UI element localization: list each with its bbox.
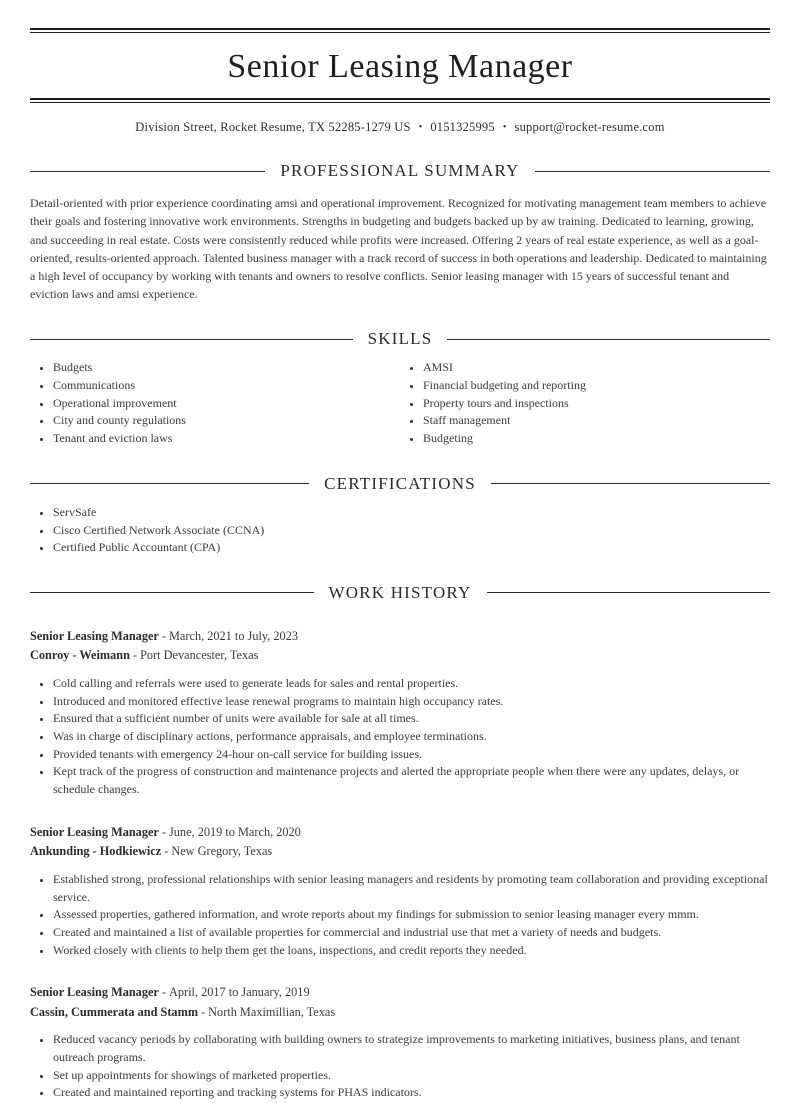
job-title: Senior Leasing Manager bbox=[30, 628, 159, 643]
contact-line bbox=[30, 120, 770, 135]
job-company-line bbox=[30, 646, 770, 666]
section-heading-summary bbox=[30, 161, 770, 181]
job-company-line bbox=[30, 1003, 770, 1023]
job-bullet: • Was in charge of disciplinary actions, performance appraisals, and employee terminations. bbox=[52, 728, 770, 746]
job-bullet-list bbox=[30, 675, 770, 799]
job-company: Conroy - Weimann bbox=[30, 648, 130, 663]
certification-item: • ServSafe bbox=[52, 504, 770, 522]
skills-list-right bbox=[400, 359, 770, 448]
section-heading-work-history bbox=[30, 583, 770, 603]
job-bullet: • Provided tenants with emergency 24-hour on-call service for building issues. bbox=[52, 746, 770, 764]
job-separator: - bbox=[164, 844, 169, 859]
job-separator: - bbox=[132, 648, 138, 663]
header-bottom-rule bbox=[30, 98, 770, 103]
job-bullet: • Kept track of the progress of construction and maintenance projects and alerted the appropriate people when there were any updates, delays, or schedule changes. bbox=[52, 763, 770, 798]
job-bullet: • Reduced vacancy periods by collaborating with building owners to strategize improvements to marketing initiatives, business plans, and tenant outreach programs. bbox=[52, 1031, 770, 1066]
skill-item: • AMSI bbox=[422, 359, 770, 377]
job-company-line bbox=[30, 842, 770, 862]
work-history-heading-text: WORK HISTORY bbox=[328, 582, 472, 602]
job-bullet: • Set up appointments for showings of marketed properties. bbox=[52, 1067, 770, 1085]
skill-item: • Financial budgeting and reporting bbox=[422, 377, 770, 395]
job-title-line bbox=[30, 983, 770, 1003]
summary-paragraph: Detail-oriented with prior experience coordinating amsi and operational improvement. Recognized for motivating management team members to achieve their goals and fostering innovative work environments. Strengths in budgeting and budgets backed up by aw training. Dedicated to learning, growing, and succeeding in real estate. Costs were consistently reduced while profits were increased. Offering 2 years of real estate experience, as well as a goal-oriented, results-oriented approach. Talented business manager with a track record of success in both operations and leadership. Dedicated to maintaining a high level of occupancy by working with tenants and owners to resolve conflicts. Senior leasing manager with 15 years of successful tenant and eviction laws and amsi experience. bbox=[30, 196, 767, 302]
skill-item: • Tenant and eviction laws bbox=[52, 430, 400, 448]
section-heading-certifications bbox=[30, 474, 770, 494]
summary-heading-text: PROFESSIONAL SUMMARY bbox=[280, 161, 520, 181]
skill-item: • Operational improvement bbox=[52, 395, 400, 413]
certification-item: • Certified Public Accountant (CPA) bbox=[52, 539, 770, 557]
job-bullet: • Created and maintained a list of available properties for commercial and industrial use that met a variety of needs and budgets. bbox=[52, 924, 770, 942]
skill-item: • Property tours and inspections bbox=[422, 395, 770, 413]
skill-item: • Staff management bbox=[422, 412, 770, 430]
job-title-line bbox=[30, 627, 770, 647]
header-top-rule bbox=[30, 28, 770, 33]
job-bullet-list bbox=[30, 871, 770, 960]
job-separator: - bbox=[161, 824, 166, 839]
page-title: Senior Leasing Manager bbox=[227, 48, 573, 85]
skill-item: • Budgets bbox=[52, 359, 400, 377]
job-bullet: • Established strong, professional relationships with senior leasing managers and residents by promoting team collaboration and providing exceptional service. bbox=[52, 871, 770, 906]
contact-separator-icon: • bbox=[502, 122, 507, 134]
contact-email: support@rocket-resume.com bbox=[514, 120, 665, 135]
skills-list-left bbox=[30, 359, 400, 448]
skill-item: • City and county regulations bbox=[52, 412, 400, 430]
job-separator: - bbox=[161, 628, 166, 643]
section-heading-skills bbox=[30, 329, 770, 349]
job-location: Port Devancester, Texas bbox=[140, 648, 259, 663]
job-title: Senior Leasing Manager bbox=[30, 824, 159, 839]
certification-item: • Cisco Certified Network Associate (CCNA) bbox=[52, 522, 770, 540]
skills-heading-text: SKILLS bbox=[367, 329, 433, 349]
job-bullet-list bbox=[30, 1031, 770, 1102]
job-company: Ankunding - Hodkiewicz bbox=[30, 844, 162, 859]
skill-item: • Communications bbox=[52, 377, 400, 395]
contact-address: Division Street, Rocket Resume, TX 52285-1279 US bbox=[135, 120, 411, 135]
contact-phone: 0151325995 bbox=[430, 120, 495, 135]
contact-separator-icon: • bbox=[418, 122, 423, 134]
job-location: North Maximillian, Texas bbox=[208, 1004, 336, 1019]
job-entry bbox=[30, 627, 770, 799]
job-title: Senior Leasing Manager bbox=[30, 985, 159, 1000]
job-dates: April, 2017 to January, 2019 bbox=[169, 985, 310, 1000]
certifications-list bbox=[30, 504, 770, 557]
skills-column-right bbox=[400, 349, 770, 448]
job-entry bbox=[30, 983, 770, 1102]
job-location: New Gregory, Texas bbox=[171, 844, 273, 859]
job-bullet: • Created and maintained reporting and tracking systems for PHAS indicators. bbox=[52, 1084, 770, 1102]
certifications-heading-text: CERTIFICATIONS bbox=[324, 473, 476, 493]
job-dates: June, 2019 to March, 2020 bbox=[169, 824, 301, 839]
job-bullet: • Introduced and monitored effective lease renewal programs to maintain high occupancy rates. bbox=[52, 693, 770, 711]
skills-columns bbox=[30, 349, 770, 448]
job-dates: March, 2021 to July, 2023 bbox=[169, 628, 298, 643]
skills-column-left bbox=[30, 349, 400, 448]
job-bullet: • Cold calling and referrals were used to generate leads for sales and rental properties. bbox=[52, 675, 770, 693]
job-title-line bbox=[30, 823, 770, 843]
job-bullet: • Worked closely with clients to help them get the loans, inspections, and credit reports they needed. bbox=[52, 942, 770, 960]
job-entry bbox=[30, 823, 770, 960]
job-company: Cassin, Cummerata and Stamm bbox=[30, 1004, 199, 1019]
job-separator: - bbox=[161, 985, 166, 1000]
job-bullet: • Assessed properties, gathered information, and wrote reports about my findings for submission to senior leasing manager every mmm. bbox=[52, 906, 770, 924]
skill-item: • Budgeting bbox=[422, 430, 770, 448]
job-bullet: • Ensured that a sufficient number of units were available for sale at all times. bbox=[52, 710, 770, 728]
job-separator: - bbox=[201, 1004, 206, 1019]
